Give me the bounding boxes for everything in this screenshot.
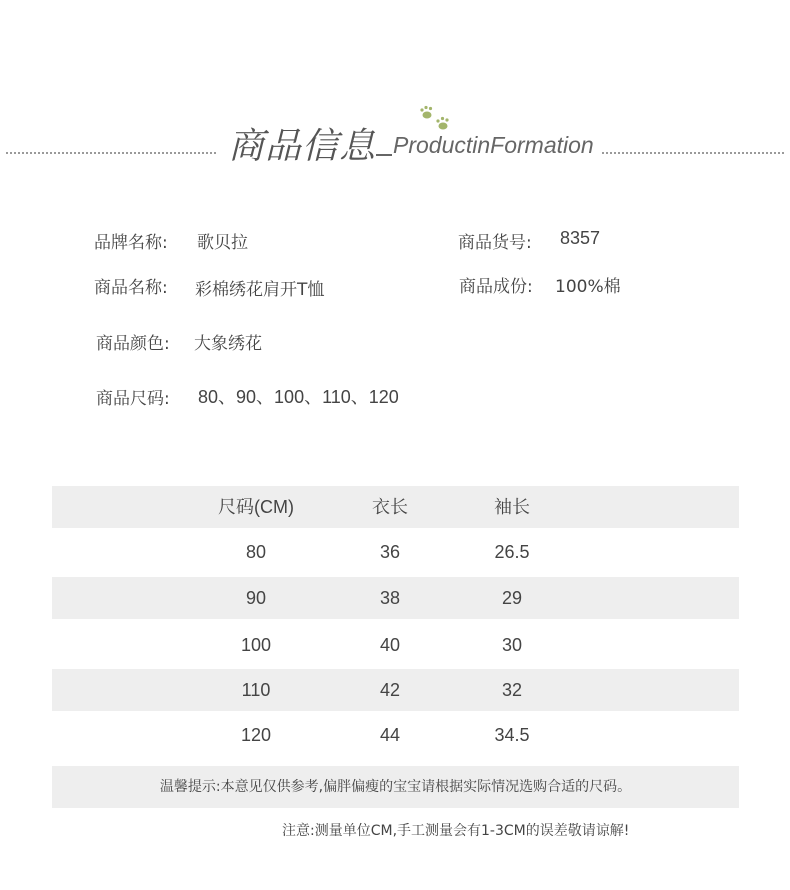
table-row: [52, 577, 739, 619]
product-name-value: 彩棉绣花肩开T恤: [195, 280, 325, 300]
table-cell-sleeve: 29: [501, 588, 523, 608]
material-value: 100%棉: [555, 277, 621, 297]
table-cell-length: 42: [379, 680, 401, 700]
table-header-sleeve: 袖长: [494, 497, 530, 517]
table-header-size: 尺码(CM): [218, 497, 294, 517]
table-row: [52, 624, 739, 666]
table-cell-size: 120: [240, 725, 272, 745]
table-row: [52, 531, 739, 573]
size-value: 80、90、100、110、120: [198, 387, 399, 407]
title-underscore: [376, 154, 392, 156]
table-cell-length: 40: [379, 635, 401, 655]
table-cell-length: 38: [379, 588, 401, 608]
section-title: 商品信息: [228, 126, 377, 167]
table-header-length: 衣长: [372, 497, 408, 517]
table-cell-size: 100: [240, 635, 272, 655]
size-table: [52, 486, 739, 756]
table-cell-size: 110: [241, 680, 271, 700]
table-row: [52, 669, 739, 711]
table-cell-size: 80: [245, 542, 267, 562]
size-label: 商品尺码:: [96, 389, 170, 409]
table-row: [52, 714, 739, 756]
sku-label: 商品货号:: [458, 233, 532, 253]
color-value: 大象绣花: [194, 334, 262, 354]
header-dotted-line-left: [6, 152, 216, 154]
color-label: 商品颜色:: [96, 334, 170, 354]
brand-value: 歌贝拉: [197, 233, 248, 253]
product-name-label: 商品名称:: [94, 278, 168, 298]
tip-bar: [52, 766, 739, 808]
table-cell-length: 44: [379, 725, 401, 745]
material-label: 商品成份:: [459, 277, 533, 297]
table-cell-sleeve: 26.5: [494, 542, 530, 562]
measurement-note: 注意:测量单位CM,手工测量会有1-3CM的误差敬请谅解!: [282, 823, 630, 839]
paw-print-icon: [418, 104, 454, 134]
header-dotted-line-right: [602, 152, 784, 154]
table-header-row: [52, 486, 739, 528]
brand-label: 品牌名称:: [94, 233, 168, 253]
table-cell-sleeve: 30: [501, 635, 523, 655]
table-cell-size: 90: [245, 588, 267, 608]
table-cell-sleeve: 34.5: [494, 725, 530, 745]
table-cell-length: 36: [379, 542, 401, 562]
sku-value: 8357: [560, 228, 601, 248]
section-subtitle-en: ProductinFormation: [393, 132, 594, 158]
sizing-tip: 温馨提示:本意见仅供参考,偏胖偏瘦的宝宝请根据实际情况选购合适的尺码。: [159, 779, 632, 795]
table-cell-sleeve: 32: [501, 680, 523, 700]
